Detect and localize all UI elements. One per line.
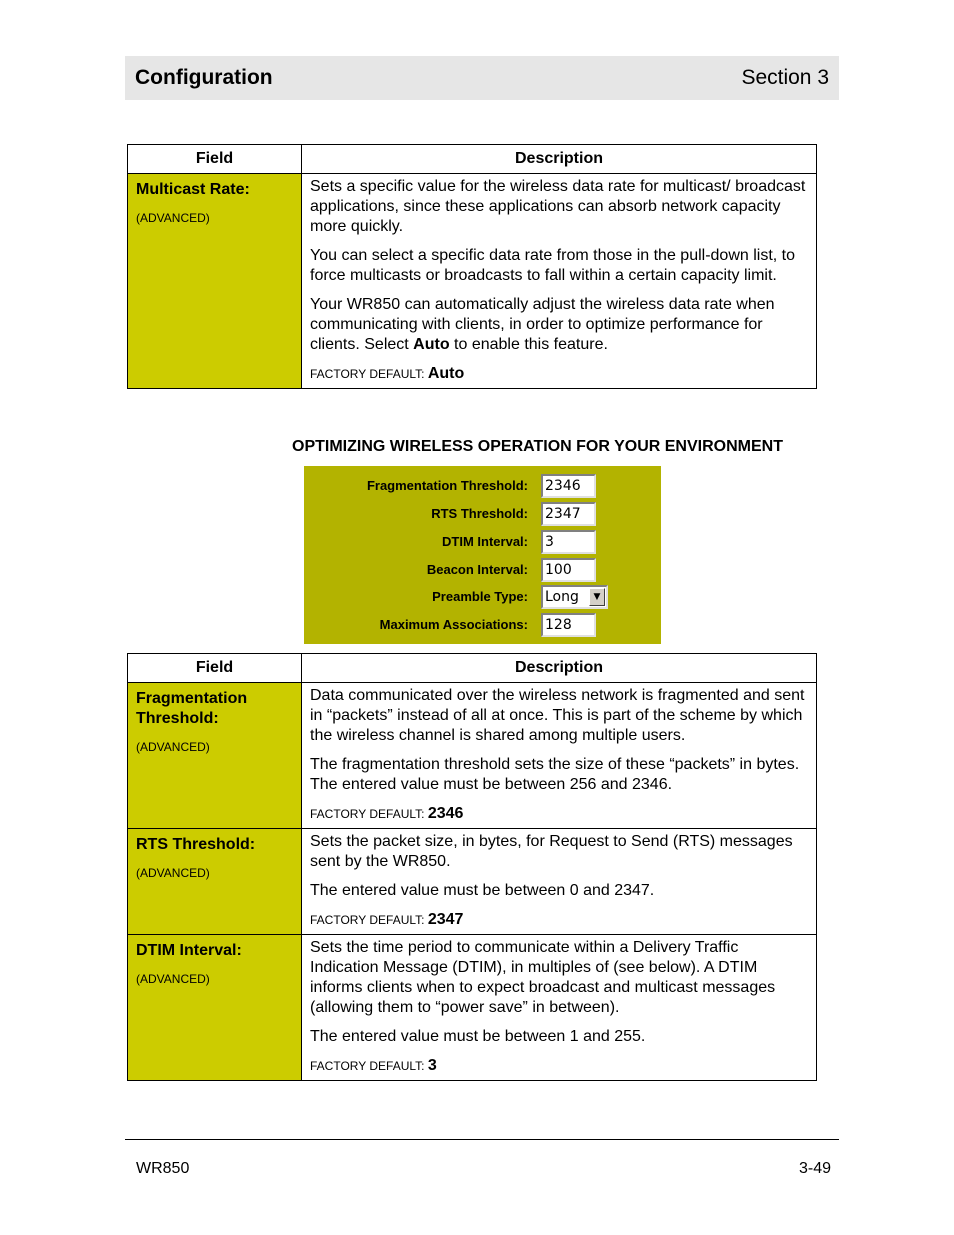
table-row (128, 174, 817, 389)
preamble-type-label: Preamble Type: (432, 589, 528, 604)
col-header-description: Description (302, 145, 817, 174)
panel-row-beacon (304, 558, 661, 582)
factory-default-label: FACTORY DEFAULT: (310, 807, 428, 821)
maximum-associations-label: Maximum Associations: (379, 617, 528, 632)
factory-default-value: Auto (427, 365, 465, 382)
advanced-tag: (ADVANCED) (136, 972, 210, 986)
paragraph-bold: Auto (413, 336, 450, 353)
description-cell (302, 174, 817, 389)
fragmentation-threshold-label: Fragmentation Threshold: (366, 478, 528, 493)
dropdown-arrow-icon[interactable]: ▼ (589, 588, 605, 606)
wireless-settings-panel (304, 466, 661, 644)
footer-product: WR850 (136, 1160, 190, 1177)
field-table-optimizing (127, 653, 817, 1081)
table-header-row (128, 145, 817, 174)
rts-threshold-label: RTS Threshold: (431, 506, 528, 521)
field-name: RTS Threshold: (136, 836, 256, 853)
footer-divider (125, 1139, 839, 1140)
beacon-interval-label: Beacon Interval: (426, 562, 528, 577)
description-paragraph: Sets a specific value for the wireless data rate for multicast/ broadcast applications, since these applications can absorb network capacity more quickly. (310, 178, 806, 235)
factory-default (310, 804, 808, 824)
panel-row-rts (304, 502, 661, 526)
field-cell (128, 829, 302, 935)
paragraph-text: Your WR850 can automatically adjust the wireless data rate when communicating with clients, in order to optimize performance for clients. Select (310, 296, 775, 353)
factory-default-value: 2347 (427, 911, 464, 928)
description-paragraph (310, 295, 808, 355)
table-row (128, 829, 817, 935)
dtim-interval-input[interactable]: 3 (541, 530, 596, 554)
col-header-field: Field (128, 654, 302, 683)
description-paragraph: The fragmentation threshold sets the size of these “packets” in bytes. The entered value must be between 256 and 2346. (310, 756, 800, 793)
advanced-tag: (ADVANCED) (136, 866, 210, 880)
beacon-interval-input[interactable]: 100 (541, 558, 596, 582)
factory-default-value: 3 (427, 1057, 437, 1074)
preamble-type-value: Long (545, 589, 579, 605)
field-table-multicast (127, 144, 817, 389)
table-row (128, 935, 817, 1081)
rts-threshold-input[interactable]: 2347 (541, 502, 596, 526)
subsection-heading: OPTIMIZING WIRELESS OPERATION FOR YOUR ENVIRONMENT (292, 438, 783, 455)
description-paragraph: The entered value must be between 0 and 2347. (310, 882, 655, 899)
field-name: Multicast Rate: (136, 181, 250, 198)
panel-row-max-associations (304, 613, 661, 637)
factory-default (310, 1056, 808, 1076)
factory-default-label: FACTORY DEFAULT: (310, 913, 428, 927)
factory-default-label: FACTORY DEFAULT: (310, 367, 428, 381)
field-cell (128, 935, 302, 1081)
description-cell (302, 935, 817, 1081)
footer-page-number: 3-49 (798, 1160, 831, 1177)
fragmentation-threshold-input[interactable]: 2346 (541, 474, 596, 498)
factory-default-label: FACTORY DEFAULT: (310, 1059, 428, 1073)
field-cell (128, 683, 302, 829)
field-cell (128, 174, 302, 389)
description-cell (302, 683, 817, 829)
maximum-associations-input[interactable]: 128 (541, 613, 596, 637)
chapter-title: Configuration (135, 66, 273, 89)
field-name: DTIM Interval: (136, 942, 242, 959)
description-paragraph: Sets the packet size, in bytes, for Request to Send (RTS) messages sent by the WR850. (310, 833, 793, 870)
section-label: Section 3 (741, 66, 829, 89)
advanced-tag: (ADVANCED) (136, 740, 210, 754)
paragraph-text: to enable this feature. (449, 336, 608, 353)
table-row (128, 683, 817, 829)
col-header-field: Field (128, 145, 302, 174)
factory-default (310, 364, 808, 384)
panel-row-dtim (304, 530, 661, 554)
panel-row-fragmentation (304, 474, 661, 498)
field-name: Fragmentation Threshold: (136, 690, 248, 727)
dtim-interval-label: DTIM Interval: (442, 534, 528, 549)
table-header-row (128, 654, 817, 683)
description-paragraph: Sets the time period to communicate within a Delivery Traffic Indication Message (DTIM), in multiples of (see below). A DTIM informs clients when to expect broadcast and multicast messages (allowing them to “power save” in between). (310, 939, 776, 1016)
description-paragraph: You can select a specific data rate from those in the pull-down list, to force multicasts or broadcasts to fall within a certain capacity limit. (310, 247, 796, 284)
factory-default-value: 2346 (427, 805, 464, 822)
preamble-type-select[interactable] (541, 585, 608, 609)
description-paragraph: The entered value must be between 1 and 255. (310, 1028, 646, 1045)
description-cell (302, 829, 817, 935)
advanced-tag: (ADVANCED) (136, 211, 210, 225)
description-paragraph: Data communicated over the wireless network is fragmented and sent in “packets” instead of all at once. This is part of the scheme by which the wireless channel is shared among multiple users. (310, 687, 805, 744)
panel-row-preamble (304, 585, 661, 609)
factory-default (310, 910, 808, 930)
page-header (125, 56, 839, 100)
col-header-description: Description (302, 654, 817, 683)
